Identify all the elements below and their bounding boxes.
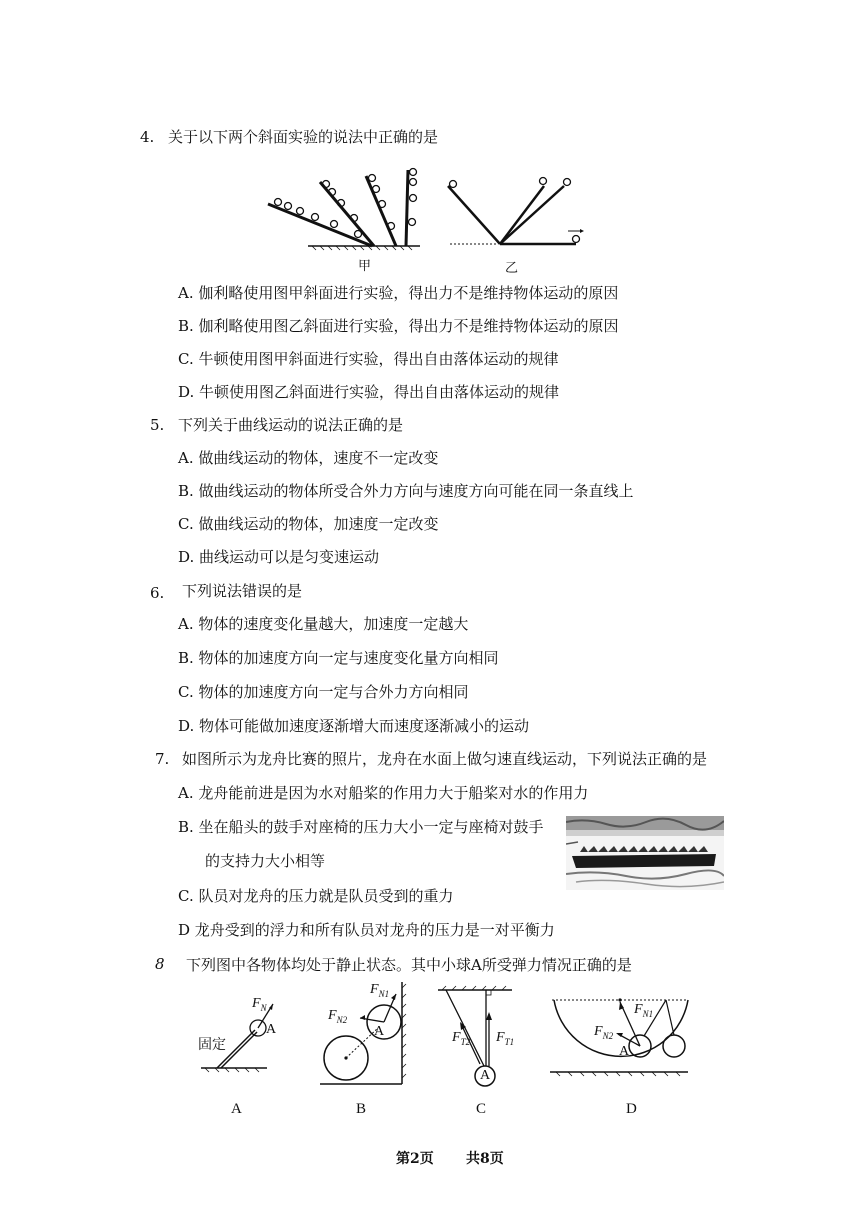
q4-option-d: D. 牛顿使用图乙斜面进行实验，得出自由落体运动的规律 xyxy=(178,383,560,401)
q8-figure-label-a: A xyxy=(231,1101,242,1117)
q7-option-b-cont: 的支持力大小相等 xyxy=(205,852,326,870)
q6-option-a: A. 物体的速度变化量越大，加速度一定越大 xyxy=(178,615,469,633)
q4-option-b: B. 伽利略使用图乙斜面进行实验，得出力不是维持物体运动的原因 xyxy=(178,317,619,335)
q6-option-d: D. 物体可能做加速度逐渐增大而速度逐渐减小的运动 xyxy=(178,717,530,735)
q4-number: 4. xyxy=(140,128,155,146)
q8-d-fn1-label: $F_{N1}$ xyxy=(634,1002,654,1019)
q8-figure-label-b: B xyxy=(356,1101,367,1117)
fn1-subscript: N1 xyxy=(378,988,390,999)
q5-stem: 下列关于曲线运动的说法正确的是 xyxy=(178,416,404,434)
fn2-subscript: N2 xyxy=(602,1030,614,1041)
q6-number: 6. xyxy=(150,584,165,602)
fn1-subscript: N1 xyxy=(642,1008,654,1019)
q6-stem: 下列说法错误的是 xyxy=(182,582,303,600)
fn2-subscript: N2 xyxy=(336,1014,348,1025)
q8-d-fn2-label: $F_{N2}$ xyxy=(594,1024,614,1041)
q5-option-b: B. 做曲线运动的物体所受合外力方向与速度方向可能在同一条直线上 xyxy=(178,482,634,500)
ft2-subscript: T2 xyxy=(460,1036,471,1047)
q7-option-c: C. 队员对龙舟的压力就是队员受到的重力 xyxy=(178,887,454,905)
fn-subscript: N xyxy=(260,1002,267,1013)
fn-symbol: F xyxy=(252,996,261,1011)
footer-total-pages: 共8页 xyxy=(466,1151,504,1167)
q7-number: 7. xyxy=(155,750,170,768)
q5-option-c: C. 做曲线运动的物体，加速度一定改变 xyxy=(178,515,439,533)
q8-figure-label-d: D xyxy=(626,1101,637,1117)
q4-figure-label-yi: 乙 xyxy=(505,261,519,276)
q7-stem: 如图所示为龙舟比赛的照片，龙舟在水面上做匀速直线运动，下列说法正确的是 xyxy=(182,750,708,768)
q5-option-a: A. 做曲线运动的物体，速度不一定改变 xyxy=(178,449,439,467)
q6-option-b: B. 物体的加速度方向一定与速度变化量方向相同 xyxy=(178,649,499,667)
q8-b-fn1-label: $F_{N1}$ xyxy=(370,982,390,999)
ft1-subscript: T1 xyxy=(504,1036,515,1047)
q8-a-fn-label xyxy=(252,996,267,1013)
q7-option-a: A. 龙舟能前进是因为水对船桨的作用力大于船桨对水的作用力 xyxy=(178,784,589,802)
q8-a-fixed-label: 固定 xyxy=(198,1038,226,1053)
dragon-boat-photo xyxy=(566,816,724,890)
q8-c-ft1-label: $F_{T1}$ xyxy=(496,1030,515,1047)
q4-option-a: A. 伽利略使用图甲斜面进行实验，得出力不是维持物体运动的原因 xyxy=(178,284,619,302)
q5-option-d: D. 曲线运动可以是匀变速运动 xyxy=(178,548,380,566)
q4-incline-figure xyxy=(260,160,600,280)
q8-b-ball-label: A xyxy=(374,1024,385,1039)
q8-a-ball-label: A xyxy=(266,1022,277,1037)
q7-option-d: D 龙舟受到的浮力和所有队员对龙舟的压力是一对平衡力 xyxy=(178,921,555,939)
footer-page-number: 第2页 xyxy=(396,1151,434,1167)
q8-figure-label-c: C xyxy=(476,1101,487,1117)
q4-option-c: C. 牛顿使用图甲斜面进行实验，得出自由落体运动的规律 xyxy=(178,350,559,368)
q8-number: 8 xyxy=(155,955,165,973)
q5-number: 5. xyxy=(150,416,165,434)
q8-b-fn2-label: $F_{N2}$ xyxy=(328,1008,348,1025)
q8-diagram-b xyxy=(318,980,408,1090)
q7-option-b: B. 坐在船头的鼓手对座椅的压力大小一定与座椅对鼓手 xyxy=(178,818,544,836)
q4-stem: 关于以下两个斜面实验的说法中正确的是 xyxy=(168,128,439,146)
q8-diagram-d xyxy=(548,990,698,1080)
q8-d-ball-label: A xyxy=(619,1044,630,1059)
q4-figure-label-jia: 甲 xyxy=(358,259,372,274)
q8-c-ft2-label: $F_{T2}$ xyxy=(452,1030,471,1047)
q8-stem: 下列图中各物体均处于静止状态。其中小球A所受弹力情况正确的是 xyxy=(186,956,632,974)
q6-option-c: C. 物体的加速度方向一定与合外力方向相同 xyxy=(178,683,469,701)
q8-c-ball-label: A xyxy=(480,1068,491,1083)
